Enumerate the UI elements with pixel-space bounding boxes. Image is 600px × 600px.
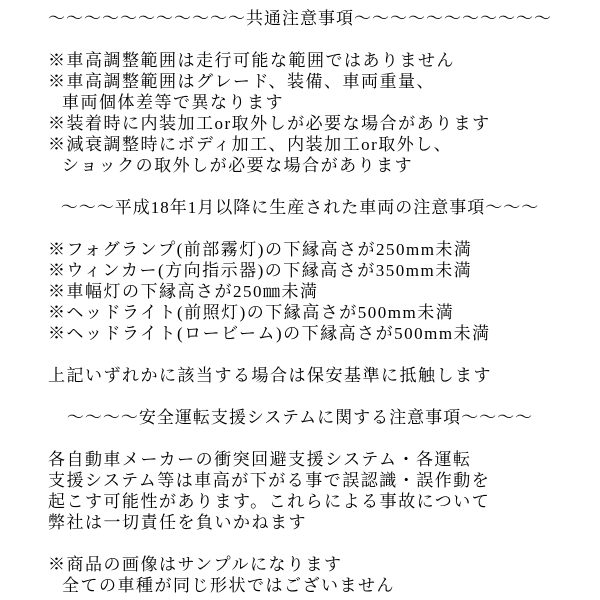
notice-line: 支援システム等は車高が下がる事で誤認識・誤作動を: [48, 471, 491, 490]
notice-line: ※商品の画像はサンプルになります: [48, 555, 343, 574]
notice-line: 弊社は一切責任を負いかねます: [48, 513, 307, 532]
notice-line: 各自動車メーカーの衝突回避支援システム・各運転: [48, 450, 472, 469]
notice-line: ※減衰調整時にボディ加工、内装加工or取外し、: [48, 135, 453, 154]
notice-line: ※フォグランプ(前部霧灯)の下縁高さが250mm未満: [48, 240, 473, 259]
notice-line: ※ヘッドライト(前照灯)の下縁高さが500mm未満: [48, 303, 455, 322]
notice-line: ～～～～～～～～～～～共通注意事項～～～～～～～～～～～: [48, 9, 552, 28]
notice-line: [0, 344, 600, 365]
notice-line: 起こす可能性があります。これらによる事故について: [48, 492, 491, 511]
notice-line: 全ての車種が同じ形状ではございません: [62, 576, 395, 595]
notice-line: ショックの取外しが必要な場合があります: [62, 156, 414, 175]
notice-line: ～～～平成18年1月以降に生産された車両の注意事項～～～: [60, 198, 540, 217]
notice-line: ※ウィンカー(方向指示器)の下縁高さが350mm未満: [48, 261, 473, 280]
notice-line: [0, 428, 600, 449]
notice-line: [0, 533, 600, 554]
notice-line: ※装着時に内装加工or取外しが必要な場合があります: [48, 114, 491, 133]
notice-line: ※車高調整範囲は走行可能な範囲ではありません: [48, 51, 455, 70]
notice-line: [0, 386, 600, 407]
notice-line: ※ヘッドライト(ロービーム)の下縁高さが500mm未満: [48, 324, 491, 343]
notice-line: [0, 29, 600, 50]
notice-line: ※車高調整範囲はグレード、装備、車両重量、: [48, 72, 435, 91]
notice-line: [0, 176, 600, 197]
notice-line: [0, 218, 600, 239]
notice-line: 上記いずれかに該当する場合は保安基準に抵触します: [48, 366, 492, 385]
notice-lines: [0, 8, 600, 596]
notice-line: ※車幅灯の下縁高さが250㎜未満: [48, 282, 319, 301]
notice-line: ～～～～安全運転支援システムに関する注意事項～～～～: [66, 408, 534, 427]
notice-line: 車両個体差等で異なります: [62, 93, 284, 112]
